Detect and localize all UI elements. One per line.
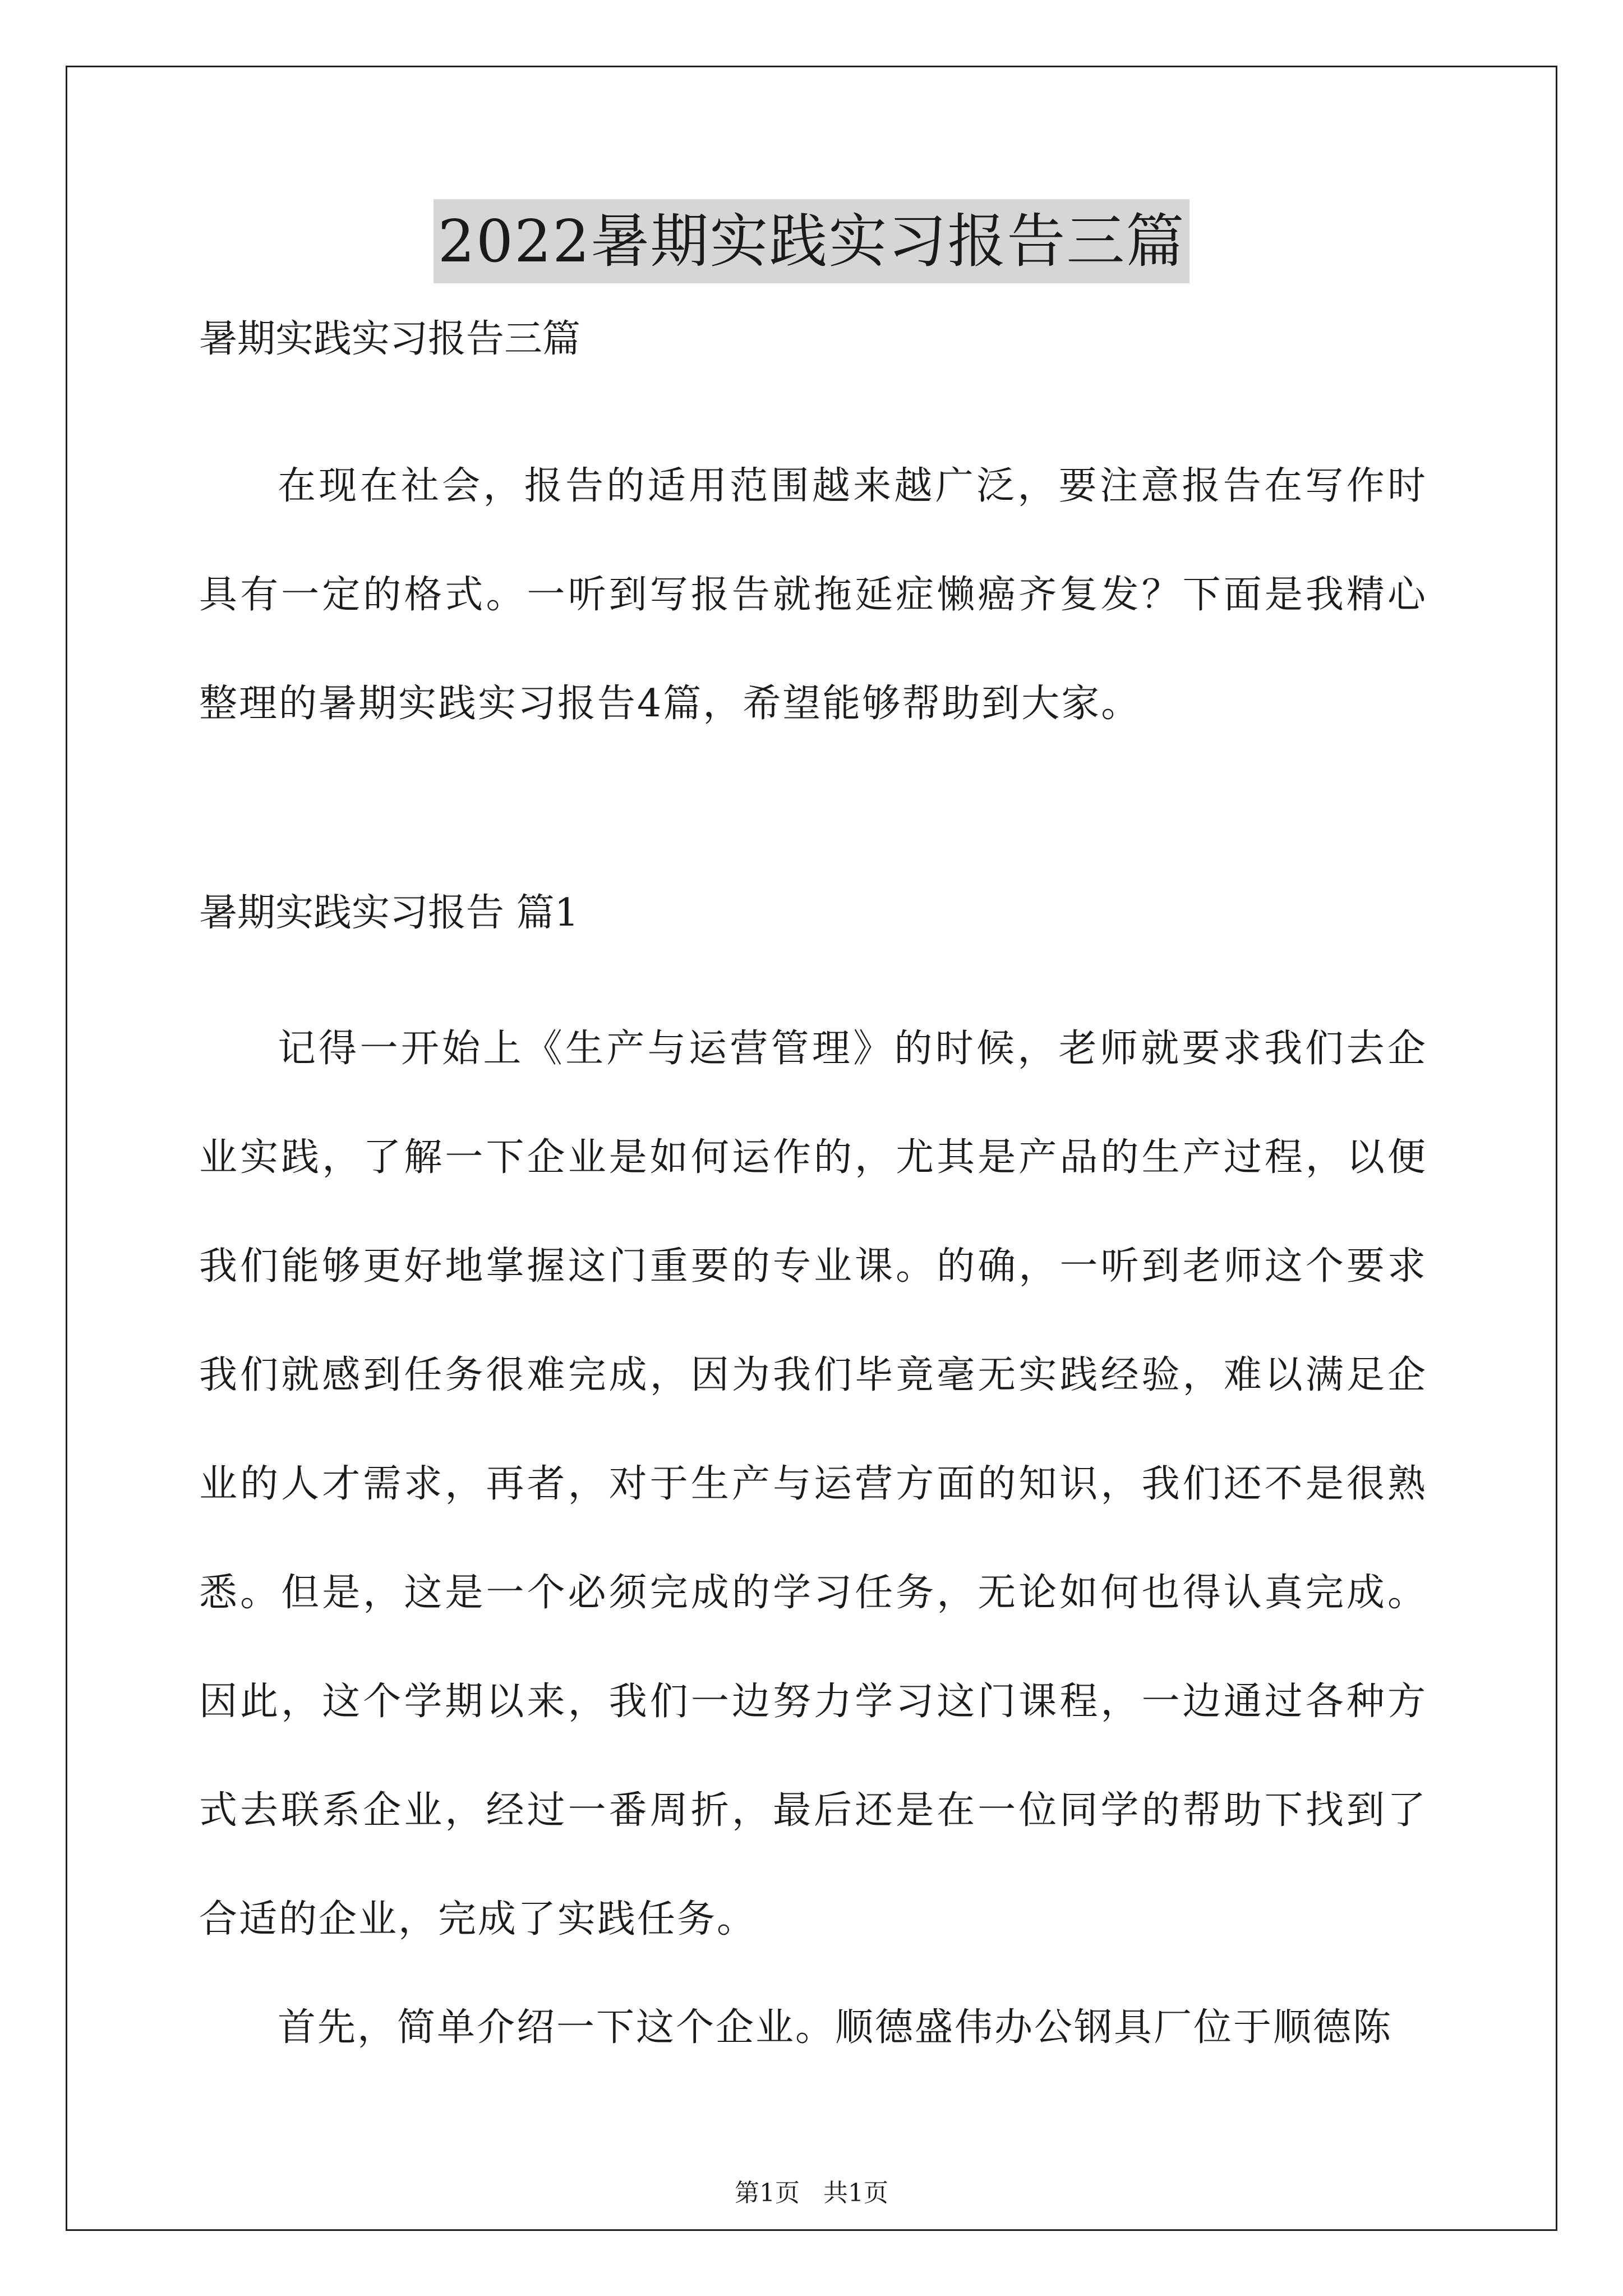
page-number: 第1页 bbox=[735, 2179, 800, 2207]
page-total: 共1页 bbox=[823, 2179, 888, 2207]
title-wrap bbox=[0, 199, 1623, 283]
subtitle: 暑期实践实习报告三篇 bbox=[199, 317, 581, 361]
page-footer bbox=[0, 2177, 1623, 2210]
body-paragraph: 记得一开始上《生产与运营管理》的时候，老师就要求我们去企业实践，了解一下企业是如何运作的，尤其是产品的生产过程，以便我们能够更好地掌握这门重要的专业课。的确，一听到老师这个要求我们就感到任务很难完成，因为我们毕竟毫无实践经验，难以满足企业的人才需求，再者，对于生产与运营方面的知识，我们还不是很熟悉。但是，这是一个必须完成的学习任务，无论如何也得认真完成。因此，这个学期以来，我们一边努力学习这门课程，一边通过各种方式去联系企业，经过一番周折，最后还是在一位同学的帮助下找到了合适的企业，完成了实践任务。 bbox=[199, 1027, 1427, 1941]
document-title: 2022暑期实践实习报告三篇 bbox=[434, 199, 1190, 283]
intro-paragraph: 在现在社会，报告的适用范围越来越广泛，要注意报告在写作时具有一定的格式。一听到写报告就拖延症懒癌齐复发？下面是我精心整理的暑期实践实习报告4篇，希望能够帮助到大家。 bbox=[199, 464, 1427, 726]
section-heading: 暑期实践实习报告 篇1 bbox=[199, 891, 579, 935]
body-paragraph: 首先，简单介绍一下这个企业。顺德盛伟办公钢具厂位于顺德陈 bbox=[278, 2005, 1393, 2050]
